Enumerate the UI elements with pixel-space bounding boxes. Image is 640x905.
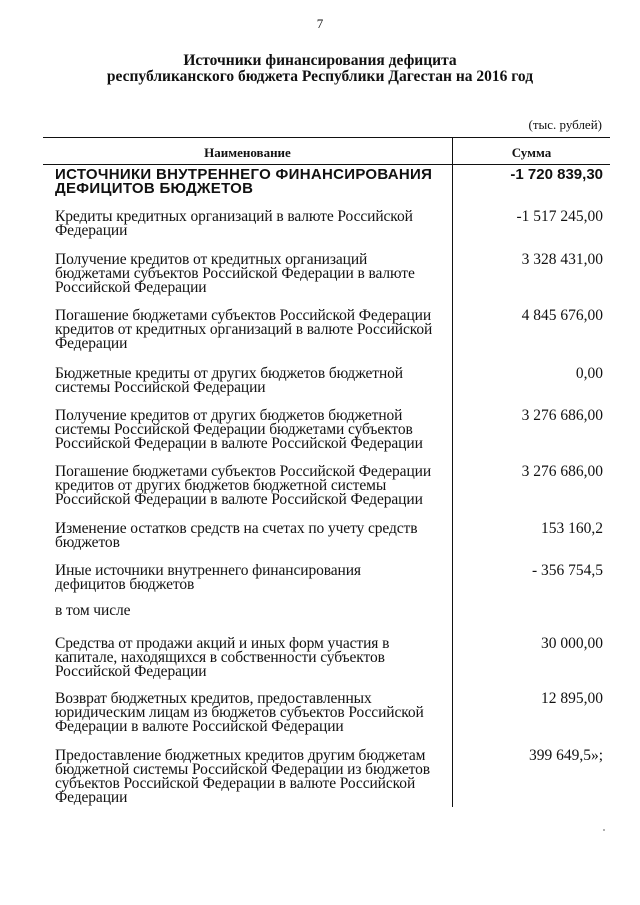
table-header-border: [43, 164, 610, 165]
table-row-amount: 3 328 431,00: [521, 251, 603, 268]
table-row-name: Погашение бюджетами субъектов Российской Федерации кредитов от других бюджетов бюджетной системы Российской Федерации в валюте Российской Федерации: [55, 463, 432, 508]
table-row-amount: 0,00: [575, 365, 603, 382]
column-header-name: Наименование: [204, 145, 291, 160]
table-row-name: Кредиты кредитных организаций в валюте Российской Федерации: [55, 208, 413, 239]
table-row-amount: 3 276 686,00: [521, 407, 603, 424]
table-top-border: [43, 137, 610, 138]
table-row-amount: 4 845 676,00: [521, 307, 603, 324]
table-row-amount: 30 000,00: [541, 635, 603, 652]
title-line-2: республиканского бюджета Республики Дагестан на 2016 год: [106, 68, 534, 85]
document-title: [0, 53, 640, 85]
scan-speck: [603, 829, 605, 831]
column-header-amount: Сумма: [511, 145, 552, 160]
table-row-name: Получение кредитов от кредитных организаций бюджетами субъектов Российской Федерации в валюте Российской Федерации: [55, 251, 415, 296]
table-row-name: Предоставление бюджетных кредитов другим бюджетам бюджетной системы Российской Федерации из бюджетов субъектов Российской Федерации в валюте Российской Федерации: [55, 747, 430, 806]
table-row-name: Возврат бюджетных кредитов, предоставленных юридическим лицам из бюджетов субъектов Российской Федерации в валюте Российской Федерации: [55, 690, 424, 735]
table-row-amount: 12 895,00: [541, 690, 603, 707]
table-row-amount: 399 649,5»;: [528, 747, 603, 764]
table-row-amount: - 356 754,5: [531, 562, 603, 579]
page-number: 7: [316, 16, 324, 31]
table-row-name: Средства от продажи акций и иных форм участия в капитале, находящихся в собственности субъектов Российской Федерации: [55, 635, 390, 680]
table-row-name: Изменение остатков средств на счетах по учету средств бюджетов: [55, 520, 418, 551]
units-note: (тыс. рублей): [528, 117, 602, 132]
table-row-name: Бюджетные кредиты от других бюджетов бюджетной системы Российской Федерации: [55, 365, 403, 396]
title-line-1: Источники финансирования дефицита: [183, 52, 457, 69]
table-row-name: в том числе: [55, 602, 131, 619]
table-row-amount: 153 160,2: [541, 520, 603, 537]
table-row-amount: -1 720 839,30: [510, 166, 603, 183]
table-row-name: ИСТОЧНИКИ ВНУТРЕННЕГО ФИНАНСИРОВАНИЯ ДЕФИЦИТОВ БЮДЖЕТОВ: [55, 166, 433, 197]
table-row-amount: -1 517 245,00: [516, 208, 603, 225]
table-row-name: Иные источники внутреннего финансирования дефицитов бюджетов: [55, 562, 361, 593]
table-row-amount: 3 276 686,00: [521, 463, 603, 480]
table-row-name: Погашение бюджетами субъектов Российской Федерации кредитов от кредитных организаций в валюте Российской Федерации: [55, 307, 433, 352]
table-row-name: Получение кредитов от других бюджетов бюджетной системы Российской Федерации бюджетами субъектов Российской Федерации в валюте Российской Федерации: [55, 407, 423, 452]
